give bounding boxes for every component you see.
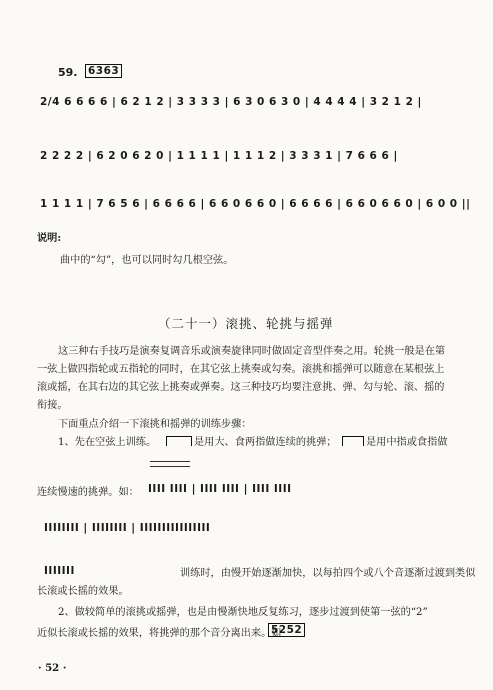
- para4-line1: 训练时，由慢开始逐渐加快，以每拍四个或八个音逐渐过渡到类似: [180, 568, 476, 579]
- drill-row-2: ĪĪĪĪĪĪĪĪ | ĪĪĪĪĪĪĪĪ | ĪĪĪĪĪĪĪĪĪĪĪĪĪĪĪĪ: [44, 522, 211, 534]
- example-number: 59.: [58, 66, 78, 79]
- staff-line: [150, 466, 190, 467]
- drill-row-1: ĪĪĪĪ ĪĪĪĪ | ĪĪĪĪ ĪĪĪĪ | ĪĪĪĪ ĪĪĪĪ: [148, 483, 292, 495]
- roll-symbol-icon: [166, 436, 192, 446]
- drill-row-3: ĪĪĪĪĪĪĪ: [44, 565, 75, 577]
- staff-line: [150, 461, 190, 462]
- para5-motif: 5252: [268, 623, 305, 637]
- explanation-text: 曲中的“勾”，也可以同时勾几根空弦。: [60, 255, 234, 266]
- score-row-3: 1 1 1 1 | 7 6 5 6 | 6 6 6 6 | 6 6 0 6 6 0 | 6 6 6 6 | 6 6 0 6 6 0 | 6 0 0 ||: [40, 198, 471, 210]
- page-number: · 52 ·: [38, 662, 67, 674]
- para1-line3: 滚或摇，在其右边的其它弦上挑奏或弹奏。这三种技巧均要注意挑、弹、勾与轮、滚、摇的: [37, 382, 445, 393]
- para5-line2: 近似长滚或长摇的效果，将挑弹的那个音分离出来。如: [37, 628, 282, 639]
- para3-b: 是用大、食两指做连续的挑弹；: [194, 437, 337, 448]
- score-row-2: 2 2 2 2 | 6 2 0 6 2 0 | 1 1 1 1 | 1 1 1 2 | 3 3 3 1 | 7 6 6 6 |: [40, 150, 398, 162]
- para3-c: 是用中指或食指做: [366, 437, 448, 448]
- para1-line4: 衔接。: [37, 400, 68, 411]
- para4-line2: 长滚或长摇的效果。: [37, 586, 129, 597]
- para2: 下面重点介绍一下滚挑和摇弹的训练步骤：: [58, 419, 252, 430]
- example-motif: 6363: [85, 64, 122, 78]
- para5-line1: 2、做较简单的滚挑或摇弹，也是由慢渐快地反复练习，逐步过渡到使第一弦的“2”: [58, 607, 428, 618]
- shake-symbol-icon: [342, 436, 364, 446]
- score-row-1: 2/4 6 6 6 6 | 6 2 1 2 | 3 3 3 3 | 6 3 0 6 3 0 | 4 4 4 4 | 3 2 1 2 |: [40, 96, 422, 108]
- para1-line2: 一弦上做四指轮或五指轮的同时，在其它弦上挑奏或勾奏。滚挑和摇弹可以随意在某根弦上: [37, 364, 445, 375]
- explanation-label: 说明:: [37, 232, 62, 244]
- para1-line1: 这三种右手技巧是演奏复调音乐或演奏旋律同时做固定音型伴奏之用。轮挑一般是在第: [58, 346, 446, 357]
- para3-a: 1、先在空弦上训练。: [58, 437, 157, 448]
- section-title: （二十一）滚挑、轮挑与摇弹: [158, 316, 334, 331]
- para3-line2: 连续慢速的挑弹。如：: [37, 487, 139, 498]
